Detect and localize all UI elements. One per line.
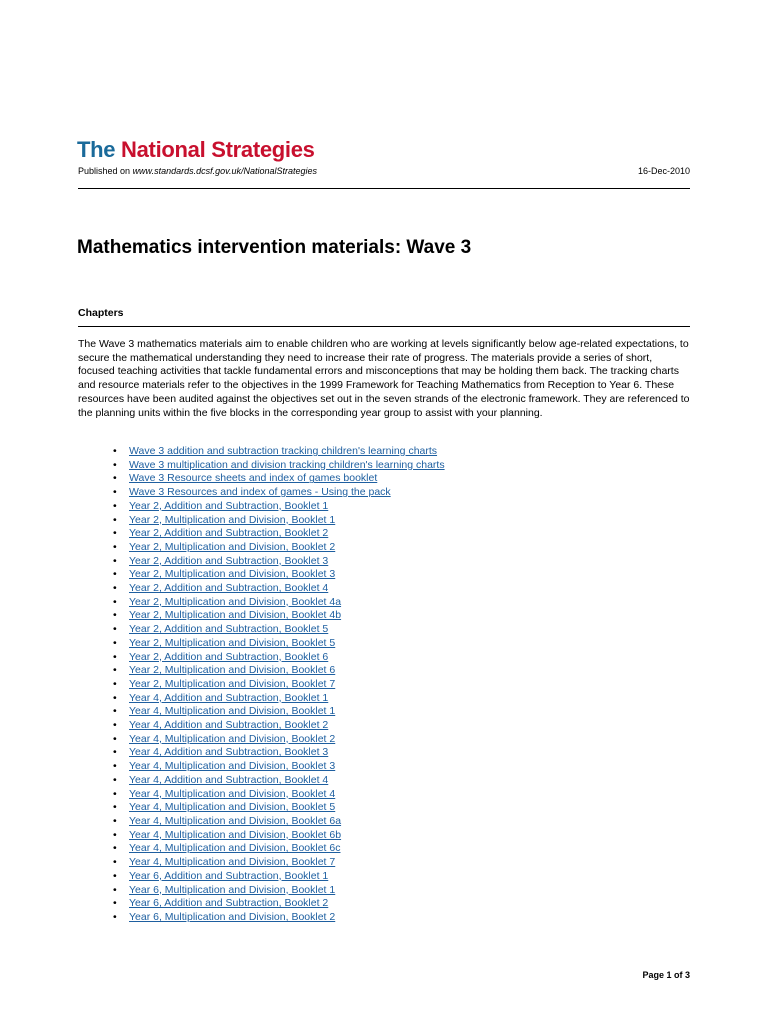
published-url: www.standards.dcsf.gov.uk/NationalStrategies [132,166,317,176]
chapter-list-item [113,623,445,637]
chapter-list-item [113,911,445,925]
bullet-icon: • [113,486,117,499]
logo-name-text: National Strategies [121,137,315,162]
bullet-icon: • [113,582,117,595]
chapter-link[interactable]: Year 2, Multiplication and Division, Booklet 2 [129,540,336,553]
chapter-link[interactable]: Year 4, Addition and Subtraction, Booklet 1 [129,691,329,704]
published-info [78,166,317,176]
bullet-icon: • [113,719,117,732]
bullet-icon: • [113,664,117,677]
bullet-icon: • [113,842,117,855]
logo-the-text: The [77,137,116,162]
chapter-list-item [113,815,445,829]
chapter-link[interactable]: Year 2, Addition and Subtraction, Booklet 2 [129,527,329,540]
chapter-link[interactable]: Year 2, Multiplication and Division, Booklet 4a [129,595,342,608]
bullet-icon: • [113,828,117,841]
bullet-icon: • [113,691,117,704]
bullet-icon: • [113,623,117,636]
bullet-icon: • [113,856,117,869]
bullet-icon: • [113,869,117,882]
chapter-link[interactable]: Year 4, Multiplication and Division, Booklet 5 [129,801,336,814]
chapter-link[interactable]: Year 4, Addition and Subtraction, Booklet 2 [129,719,329,732]
bullet-icon: • [113,773,117,786]
bullet-icon: • [113,554,117,567]
national-strategies-logo [77,137,315,163]
chapter-link[interactable]: Year 4, Multiplication and Division, Booklet 1 [129,705,336,718]
chapter-list-item [113,596,445,610]
chapter-list-item [113,760,445,774]
chapter-link[interactable]: Year 2, Multiplication and Division, Booklet 7 [129,677,336,690]
bullet-icon: • [113,814,117,827]
chapter-link[interactable]: Year 4, Multiplication and Division, Booklet 2 [129,732,336,745]
bullet-icon: • [113,609,117,622]
chapter-list-item [113,637,445,651]
bullet-icon: • [113,705,117,718]
bullet-icon: • [113,883,117,896]
bullet-icon: • [113,527,117,540]
chapter-link[interactable]: Year 2, Multiplication and Division, Booklet 3 [129,568,336,581]
bullet-icon: • [113,472,117,485]
chapter-link[interactable]: Year 4, Multiplication and Division, Booklet 7 [129,856,336,869]
bullet-icon: • [113,499,117,512]
chapter-list-item [113,541,445,555]
chapter-link[interactable]: Year 2, Multiplication and Division, Booklet 6 [129,664,336,677]
chapter-link[interactable]: Year 4, Multiplication and Division, Booklet 4 [129,787,336,800]
chapter-list-item [113,705,445,719]
chapter-link[interactable]: Year 6, Multiplication and Division, Booklet 2 [129,910,336,923]
bullet-icon: • [113,760,117,773]
chapter-link[interactable]: Year 2, Addition and Subtraction, Booklet 3 [129,554,329,567]
bullet-icon: • [113,746,117,759]
chapter-list-item [113,678,445,692]
chapter-list-item [113,897,445,911]
bullet-icon: • [113,677,117,690]
chapter-link[interactable]: Year 6, Addition and Subtraction, Booklet 1 [129,869,329,882]
chapter-list-item [113,445,445,459]
published-prefix: Published on [78,166,131,176]
bullet-icon: • [113,595,117,608]
bullet-icon: • [113,801,117,814]
chapter-list-item [113,582,445,596]
chapter-link[interactable]: Year 4, Multiplication and Division, Booklet 6c [129,842,341,855]
chapter-link[interactable]: Year 2, Addition and Subtraction, Booklet 6 [129,650,329,663]
chapter-link[interactable]: Wave 3 addition and subtraction tracking children's learning charts [129,445,438,457]
chapter-link-list [113,445,445,925]
chapter-link[interactable]: Year 6, Multiplication and Division, Booklet 1 [129,883,336,896]
chapter-link[interactable]: Wave 3 multiplication and division tracking children's learning charts [129,458,445,471]
bullet-icon: • [113,445,117,457]
bullet-icon: • [113,636,117,649]
chapter-link[interactable]: Year 4, Multiplication and Division, Booklet 6b [129,828,342,841]
bullet-icon: • [113,732,117,745]
bullet-icon: • [113,458,117,471]
chapter-link[interactable]: Year 2, Multiplication and Division, Booklet 5 [129,636,336,649]
chapter-list-item [113,609,445,623]
bullet-icon: • [113,897,117,910]
chapter-list-item [113,788,445,802]
page-title: Mathematics intervention materials: Wave 3 [77,237,472,258]
intro-paragraph: The Wave 3 mathematics materials aim to enable children who are working at levels significantly below age-related expectations, to secure the mathematical understanding they need to increase their rate of progress. The materials provide a series of short, focused teaching activities that tackle fundamental errors and misconceptions that may be holding them back. The tracking charts and resource materials refer to the objectives in the 1999 Framework for Teaching Mathematics from Reception to Year 6. These resources have been audited against the objectives set out in the seven strands of the electronic framework. They are referenced to the planning units within the five blocks in the corresponding year group to assist with your planning. [78,338,690,419]
chapter-list-item [113,733,445,747]
chapter-link[interactable]: Year 2, Addition and Subtraction, Booklet 5 [129,623,329,636]
chapter-link[interactable]: Wave 3 Resources and index of games - Using the pack [129,486,391,499]
page-number: Page 1 of 3 [642,970,690,980]
chapter-list-item [113,829,445,843]
chapter-link[interactable]: Wave 3 Resource sheets and index of games booklet [129,472,378,485]
chapter-link[interactable]: Year 2, Addition and Subtraction, Booklet 4 [129,582,329,595]
chapter-link[interactable]: Year 2, Multiplication and Division, Booklet 4b [129,609,342,622]
chapter-list-item [113,746,445,760]
bullet-icon: • [113,787,117,800]
chapter-list-item [113,856,445,870]
bullet-icon: • [113,540,117,553]
chapter-list-item [113,514,445,528]
chapter-link[interactable]: Year 4, Addition and Subtraction, Booklet 3 [129,746,329,759]
chapter-list-item [113,568,445,582]
chapter-list-item [113,664,445,678]
bullet-icon: • [113,910,117,923]
published-line [78,166,690,176]
chapter-link[interactable]: Year 2, Multiplication and Division, Booklet 1 [129,513,336,526]
chapters-divider [78,326,690,327]
chapter-list-item [113,459,445,473]
chapter-link[interactable]: Year 6, Addition and Subtraction, Booklet 2 [129,897,329,910]
chapter-list-item [113,651,445,665]
chapter-list-item [113,884,445,898]
chapter-list-item [113,486,445,500]
chapter-list-item [113,692,445,706]
chapter-link[interactable]: Year 2, Addition and Subtraction, Booklet 1 [129,499,329,512]
chapter-list-item [113,555,445,569]
chapter-link[interactable]: Year 4, Addition and Subtraction, Booklet 4 [129,773,329,786]
chapter-link[interactable]: Year 4, Multiplication and Division, Booklet 6a [129,814,342,827]
chapter-list-item [113,719,445,733]
chapters-heading: Chapters [78,307,124,319]
chapter-list-item [113,870,445,884]
chapter-list-item [113,472,445,486]
chapter-list-item [113,801,445,815]
bullet-icon: • [113,513,117,526]
chapter-list-item [113,500,445,514]
published-date: 16-Dec-2010 [637,166,690,176]
chapter-list-item [113,774,445,788]
bullet-icon: • [113,650,117,663]
chapter-list-item [113,842,445,856]
header-divider [78,188,690,189]
chapter-list-item [113,527,445,541]
bullet-icon: • [113,568,117,581]
chapter-link[interactable]: Year 4, Multiplication and Division, Booklet 3 [129,760,336,773]
